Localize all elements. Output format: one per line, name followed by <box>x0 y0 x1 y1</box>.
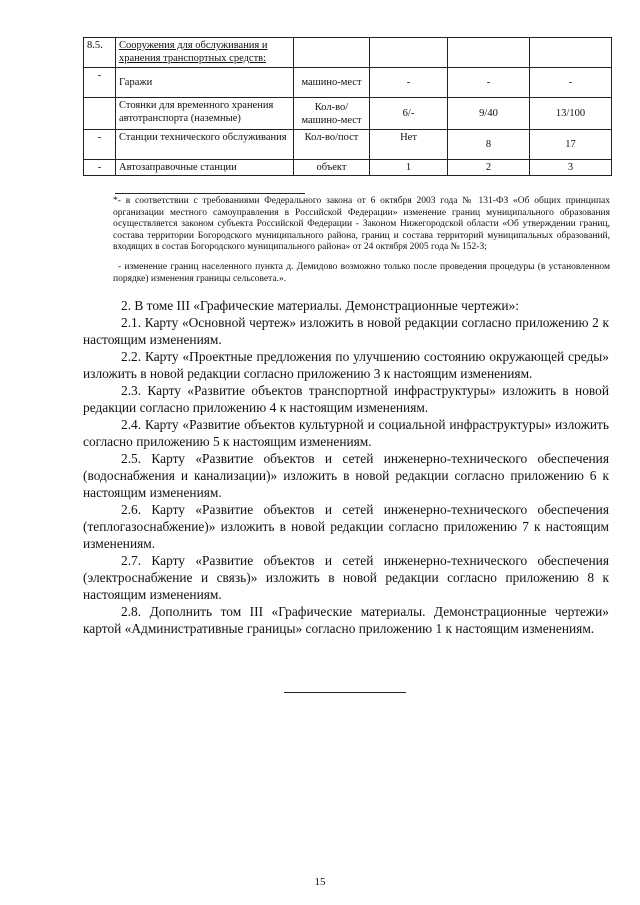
row-value-1: Нет <box>370 130 448 160</box>
row-number: - <box>84 130 116 160</box>
row-unit: объект <box>294 160 370 176</box>
document-body <box>83 297 609 637</box>
paragraph: 2.4. Карту «Развитие объектов культурной и социальной инфраструктуры» изложить согласно приложению 5 к настоящим изменениям. <box>83 417 609 449</box>
row-value-2: 2 <box>448 160 530 176</box>
table <box>83 37 612 176</box>
page-number: 15 <box>314 876 326 888</box>
paragraph: 2.8. Дополнить том III «Графические материалы. Демонстрационные чертежи» картой «Административные границы» согласно приложению 1 к настоящим изменениям. <box>83 604 609 636</box>
infrastructure-table <box>83 37 611 176</box>
row-value-3: 13/100 <box>530 98 612 130</box>
row-unit <box>294 38 370 68</box>
paragraph: 2. В томе III «Графические материалы. Демонстрационные чертежи»: <box>121 298 519 313</box>
row-value-3: - <box>530 68 612 98</box>
row-name: Станции технического обслуживания <box>116 130 294 160</box>
row-value-3: 3 <box>530 160 612 176</box>
row-value-2: - <box>448 68 530 98</box>
row-value-2: 9/40 <box>448 98 530 130</box>
row-name: Стоянки для временного хранения автотранспорта (наземные) <box>116 98 294 130</box>
footnote-text: *- в соответствии с требованиями Федерального закона от 6 октября 2003 года № 131-ФЗ «Об общих принципах организации местного самоуправления в Российской Федерации» изменение границ муниципального образования осуществляется законом субъекта Российской Федерации - Законом Нижегородской области «Об утверждении границ, состава территории Богородского муниципального района, границ и состава территорий муниципальных образований, входящих в состав Богородского муниципального района» от 24 октября 2005 года № 152-З; <box>113 196 610 253</box>
paragraph: 2.1. Карту «Основной чертеж» изложить в новой редакции согласно приложению 2 к настоящим изменениям. <box>83 315 609 347</box>
row-name: Сооружения для обслуживания и хранения транспортных средств: <box>116 38 294 68</box>
row-unit: Кол-во/пост <box>294 130 370 160</box>
row-value-1: 1 <box>370 160 448 176</box>
table-row <box>84 160 612 176</box>
paragraph: 2.7. Карту «Развитие объектов и сетей инженерно-технического обеспечения (электроснабжение и связь)» изложить в новой редакции согласно приложению 8 к настоящим изменениям. <box>83 553 609 602</box>
table-row <box>84 98 612 130</box>
row-name: Гаражи <box>116 68 294 98</box>
row-value-1: - <box>370 68 448 98</box>
row-value-2: 8 <box>448 130 530 160</box>
row-unit: машино-мест <box>294 68 370 98</box>
row-number <box>84 98 116 130</box>
boundary-note-text: - изменение границ населенного пункта д. Демидово возможно только после проведения процедуры (в установленном порядке) изменения границы сельсовета.». <box>113 262 610 284</box>
end-divider <box>284 692 406 693</box>
paragraph: 2.6. Карту «Развитие объектов и сетей инженерно-технического обеспечения (теплогазоснабжение)» изложить в новой редакции согласно приложению 7 к настоящим изменениям. <box>83 502 609 551</box>
row-number: 8.5. <box>84 38 116 68</box>
row-value-3: 17 <box>530 130 612 160</box>
boundary-note <box>113 262 610 285</box>
table-row <box>84 130 612 160</box>
row-number: - <box>84 160 116 176</box>
row-unit: Кол-во/ машино-мест <box>294 98 370 130</box>
table-row <box>84 38 612 68</box>
row-value-2 <box>448 38 530 68</box>
paragraph: 2.2. Карту «Проектные предложения по улучшению состоянию окружающей среды» изложить в новой редакции согласно приложению 3 к настоящим изменениям. <box>83 349 609 381</box>
row-number: - <box>84 68 116 98</box>
row-value-1: 6/- <box>370 98 448 130</box>
row-value-1 <box>370 38 448 68</box>
footnote-divider <box>115 193 305 194</box>
footnote <box>113 196 610 254</box>
paragraph: 2.3. Карту «Развитие объектов транспортной инфраструктуры» изложить в новой редакции согласно приложению 4 к настоящим изменениям. <box>83 383 609 415</box>
table-row <box>84 68 612 98</box>
row-name: Автозаправочные станции <box>116 160 294 176</box>
paragraph: 2.5. Карту «Развитие объектов и сетей инженерно-технического обеспечения (водоснабжения и канализации)» изложить в новой редакции согласно приложению 6 к настоящим изменениям. <box>83 451 609 500</box>
row-value-3 <box>530 38 612 68</box>
